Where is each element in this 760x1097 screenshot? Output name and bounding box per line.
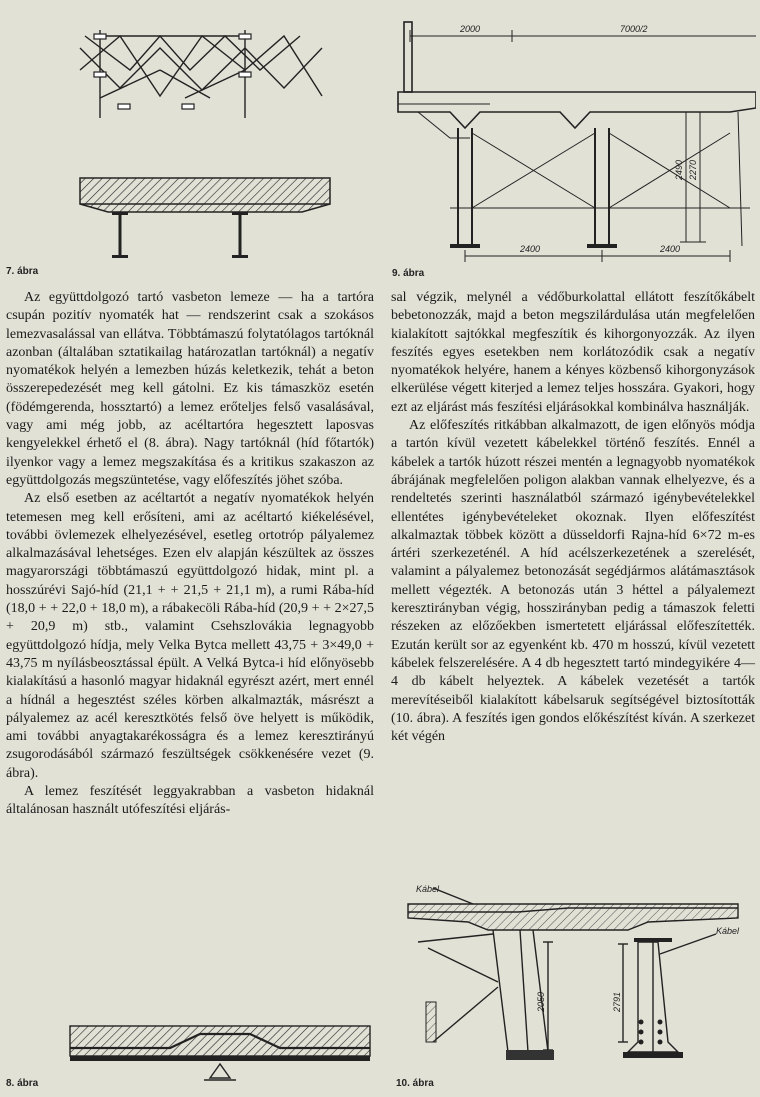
dim-top-left: 2000 bbox=[460, 24, 481, 34]
dim-top-right: 7000/2 bbox=[620, 24, 648, 34]
dim-bottom-left: 2400 bbox=[520, 244, 541, 254]
left-paragraph-2: Az első esetben az acéltartót a negatív nyomatékok helyén tetemesen meg kell erősíteni, ami az acéltartó kiékelésével, további övlemezek elhelyezésével, esetleg ortotróp pályalemez alkalmazásával lehetséges. Ezen elv alapján készültek az összes magyarországi többtámaszú együttdolgozó hidak, mint pl. a hosszúrévi Sajó-híd (21,1 + + 21,5 + 21,1 m), a rumi Rába-híd (18,0 + + 22,0 + 18,0 m), a rábakecöli Rába-híd (20,9 + + 2×27,5 + 20,9 m) stb., valamint Csehszlovákia legnagyobb együttdolgozó hídja, mely Velka Bytca mellett 43,75 + 3×49,0 + 43,75 m nyílásbeosztással épült. A Velká Bytca-i híd előnyösebb kialakítású a hasonló magyar hidaknál egyrészt azért, mert ennél a hídnál a hegesztést széles körben alkalmazták, másrészt a pályalemez az acél keresztkötés felső öve helyett is működik, ami további anyagtakarékosságra és a lemez keresztirányú zsugorodásából származó feszültségek csökkenésére vezet (9. ábra). bbox=[6, 491, 374, 781]
dim-height-outer: 2490 bbox=[674, 159, 684, 180]
left-paragraph-3: A lemez feszítését leggyakrabban a vasbeton hidaknál általánosan használt utófeszítési eljárás- bbox=[6, 784, 374, 818]
dim-height-inner: 2270 bbox=[688, 159, 698, 180]
figure-9 bbox=[390, 8, 756, 270]
figure-8-caption: 8. ábra bbox=[6, 1078, 39, 1089]
figure-9-drawing bbox=[390, 8, 756, 270]
right-column bbox=[391, 289, 755, 746]
figure-7-caption: 7. ábra bbox=[6, 266, 39, 277]
figure-7-drawing bbox=[60, 8, 380, 270]
label-kabel-left: Kábel bbox=[416, 884, 440, 894]
left-column bbox=[6, 289, 374, 820]
figure-8-drawing bbox=[60, 1020, 380, 1092]
dim-2791: 2791 bbox=[612, 991, 622, 1012]
dim-2050: 2050 bbox=[536, 991, 546, 1012]
figure-7 bbox=[60, 8, 380, 270]
dim-bottom-right: 2400 bbox=[660, 244, 681, 254]
figure-8 bbox=[60, 1020, 380, 1092]
right-paragraph-2: Az előfeszítés ritkábban alkalmazott, de igen előnyös módja a tartón kívül vezetett kábelekkel történő feszítés. Ennél a kábelek a tartók húzott részei mentén a legnagyobb nyomatékok ábrájának megfelelően poligon alakban vannak elhelyezve, és a rendeltetés szerinti használatból származó igénybevételekkel ellentétes igénybevételeket okoznak. Ilyen előfeszítést alkalmaztak többek között a düsseldorfi Rajna-híd 6×72 m-es ártéri szerkezeténél. A híd acélszerkezetének a szerelését, valamint a pályalemez betonozását segédjármos alátámasztások mellett végezték. A betonozás után 3 héttel a pályalemezt keresztirányban végig, hosszirányban pedig a támaszok feletti részeken az előzőekben ismertetett eljárással előfeszítették. Ezután került sor az egyenként kb. 470 m hosszú, kívül vezetett kábelek felszerelésére. A 4 db hegesztett tartó mindegyikére 4—4 db kábelt helyeztek. A kábelek vezetését a tartók merevítéseiből kialakított kábelsaruk segítségével biztosították (10. ábra). A feszítés igen gondos előkészítést kíván. A szerkezet két végén bbox=[391, 418, 755, 745]
figure-10-caption: 10. ábra bbox=[396, 1078, 434, 1089]
figure-9-caption: 9. ábra bbox=[392, 268, 425, 279]
left-paragraph-1: Az együttdolgozó tartó vasbeton lemeze — ha a tartóra csupán pozitív nyomaték hat — rendszerint csak a szokásos lemezvasalással van ellátva. Többtámaszú folytatólagos tartóknál azonban (általában sztatikailag határozatlan tartóknál) a negatív nyomatékok helyén a lemezben húzás keletkezik, tehát a beton összerepedezését meg kell gátolni. Ez kis támaszköz esetén (födémgerenda, hossztartó) a lemez erőteljes felső vasalásával, vagy ami még jobb, az acéltartóra hegesztett laposvas kengyelekkel érhető el (8. ábra). Nagy tartóknál (híd főtartók) ilyenkor vagy a lemez megszakítása és a kritikus szakaszon az együttdolgozás megszüntetése, vagy előfeszítés jöhet szóba. bbox=[6, 290, 374, 488]
label-kabel-right: Kábel bbox=[716, 926, 740, 936]
figure-10 bbox=[398, 882, 756, 1072]
right-paragraph-1: sal végzik, melynél a védőburkolattal ellátott feszítőkábelt bebetonozzák, majd a beton megszilárdulása után megfelelően kialakított sajtókkal megfeszítik és kihorgonyozzák. Az ilyen feszítés egyes esetekben nem korlátozódik csak a negatív nyomatékok helyére, hanem a kényes közbenső kihorgonyzások elkerülése végett kiterjed a lemez teljes hosszára. Gyakori, hogy ezt az eljárást más feszítési eljárásokkal kombinálva használják. bbox=[391, 290, 755, 415]
figure-10-drawing bbox=[398, 882, 756, 1072]
